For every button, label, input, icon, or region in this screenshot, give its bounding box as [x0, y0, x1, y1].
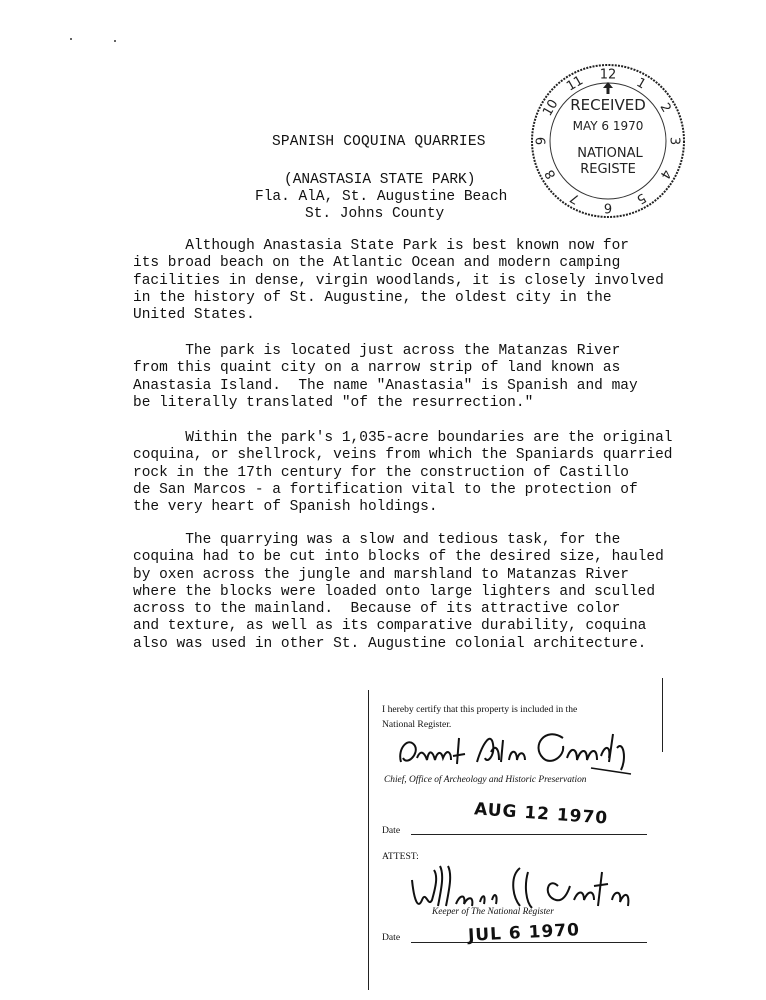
paragraph-line: be literally translated "of the resurrection." [133, 394, 534, 411]
paragraph-3 [133, 430, 723, 516]
paragraph-line: United States. [133, 307, 255, 324]
stamp-clock-number: 12 [599, 67, 617, 83]
stamp-received: RECEIVED [570, 96, 646, 114]
paragraph-line: where the blocks were loaded onto large lighters and sculled [133, 583, 656, 600]
paragraph-line: across to the mainland. Because of its attractive color [133, 601, 621, 618]
paragraph-line: by oxen across the jungle and marshland to Matanzas River [133, 566, 629, 583]
paragraph-line: Within the park's 1,035-acre boundaries are the original [133, 430, 673, 446]
paragraph-line: Although Anastasia State Park is best known now for [133, 238, 629, 254]
paragraph-line: also was used in other St. Augustine colonial architecture. [133, 635, 647, 652]
certification-statement-end: National Register. [382, 719, 452, 730]
paragraph-4 [133, 532, 723, 653]
received-stamp [528, 62, 688, 220]
document-title: SPANISH COQUINA QUARRIES [272, 134, 486, 150]
stamp-clock-number: 10 [540, 97, 562, 119]
paragraph-line: the very heart of Spanish holdings. [133, 499, 438, 516]
paragraph-line: facilities in dense, virgin woodlands, it is closely involved [133, 272, 664, 289]
stamp-clock-number: 6 [603, 199, 613, 215]
arrow-icon [603, 82, 613, 94]
scan-speck [114, 40, 116, 42]
stamp-clock-number: 1 [633, 75, 649, 93]
date-label: Date [382, 825, 401, 836]
stamp-clock-number: 9 [534, 136, 550, 146]
date-label: Date [382, 932, 401, 943]
paragraph-line: de San Marcos - a fortification vital to the protection of [133, 481, 638, 498]
stamp-national: NATIONAL [577, 146, 643, 161]
paragraph-line: rock in the 17th century for the construction of Castillo [133, 464, 629, 481]
paragraph-line: Anastasia Island. The name "Anastasia" is Spanish and may [133, 377, 638, 394]
paragraph-line: coquina had to be cut into blocks of the desired size, hauled [133, 549, 664, 566]
date-underline [411, 834, 647, 835]
keeper-signature [408, 856, 638, 926]
stamp-clock-number: 11 [564, 73, 586, 95]
stamp-clock-number: 8 [542, 166, 560, 182]
certification-statement: I hereby certify that this property is included in the [382, 704, 578, 715]
stamp-clock-number: 7 [567, 189, 583, 207]
paragraph-1 [133, 238, 723, 324]
stamp-clock-number: 3 [666, 136, 682, 146]
approval-date-stamp: AUG 12 1970 [473, 799, 609, 829]
stamp-clock-number: 5 [633, 189, 649, 207]
stamp-clock-number: 2 [656, 100, 674, 116]
scan-speck [70, 38, 72, 40]
stamp-date: MAY 6 1970 [572, 119, 644, 133]
keeper-title: Keeper of The National Register [432, 907, 554, 917]
attest-label: ATTEST: [382, 851, 419, 862]
paragraph-line: in the history of St. Augustine, the oldest city in the [133, 289, 612, 306]
paragraph-line: its broad beach on the Atlantic Ocean and modern camping [133, 255, 621, 272]
subtitle-location: Fla. AlA, St. Augustine Beach [255, 189, 508, 205]
subtitle-county: St. Johns County [305, 206, 445, 222]
paragraph-line: from this quaint city on a narrow strip of land known as [133, 360, 621, 377]
chief-signature [395, 718, 635, 780]
paragraph-line: coquina, or shellrock, veins from which the Spaniards quarried [133, 447, 673, 464]
paragraph-line: The quarrying was a slow and tedious task, for the [133, 532, 621, 548]
paragraph-line: The park is located just across the Matanzas River [133, 343, 621, 359]
stamp-register: REGISTE [580, 162, 636, 177]
subtitle-park: (ANASTASIA STATE PARK) [284, 172, 476, 188]
attest-date-stamp: JUL 6 1970 [467, 920, 581, 946]
paragraph-line: and texture, as well as its comparative durability, coquina [133, 618, 647, 635]
paragraph-2 [133, 343, 723, 412]
chief-title: Chief, Office of Archeology and Historic Preservation [384, 775, 587, 785]
stamp-clock-number: 4 [656, 166, 674, 182]
box-edge [662, 678, 663, 752]
